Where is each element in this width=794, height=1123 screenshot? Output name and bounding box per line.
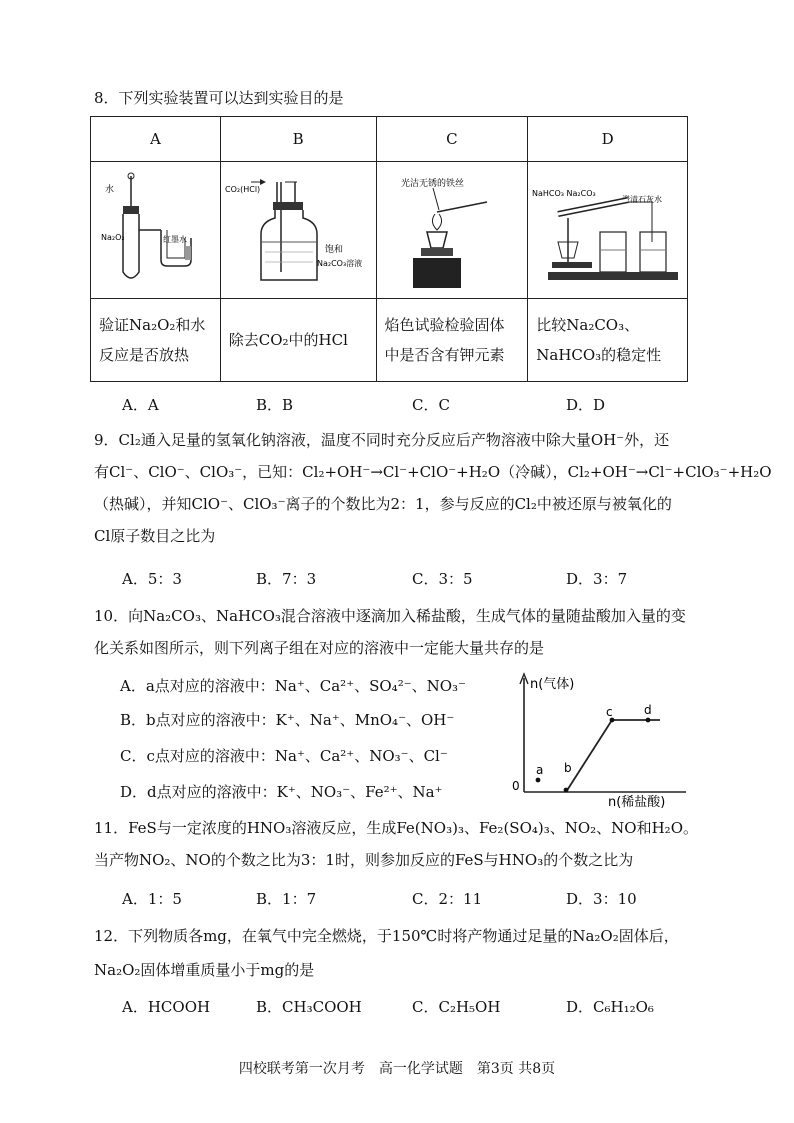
- q10-option-b: B．b点对应的溶液中：K⁺、Na⁺、MnO₄⁻、OH⁻: [120, 711, 455, 729]
- q8-experiment-table: [90, 116, 688, 382]
- svg-text:b: b: [564, 761, 572, 775]
- q9-option-a: A．5：3: [122, 570, 182, 588]
- q9-option-d: D．3：7: [566, 570, 628, 588]
- svg-text:Na₂CO₃溶液: Na₂CO₃溶液: [316, 259, 362, 268]
- svg-text:CO₂(HCl): CO₂(HCl): [224, 185, 260, 194]
- q8-option-a: A．A: [122, 396, 159, 414]
- apparatus-b: [220, 162, 376, 299]
- header-b: B: [220, 117, 376, 162]
- svg-text:NaHCO₃ Na₂CO₃: NaHCO₃ Na₂CO₃: [532, 189, 596, 198]
- apparatus-d: [528, 162, 688, 299]
- q12-line-2: Na₂O₂固体增重质量小于mg的是: [94, 961, 315, 979]
- q9-option-b: B．7：3: [256, 570, 317, 588]
- q8-option-c: C．C: [412, 396, 450, 414]
- q10-line-1: 10．向Na₂CO₃、NaHCO₃混合溶液中逐滴加入稀盐酸，生成气体的量随盐酸加入量的变: [94, 607, 686, 625]
- point-b: [564, 788, 569, 793]
- svg-text:光洁无锈的铁丝: 光洁无锈的铁丝: [400, 179, 464, 189]
- svg-text:c: c: [606, 705, 613, 719]
- q9-line-2: 有Cl⁻、ClO⁻、ClO₃⁻，已知：Cl₂+OH⁻→Cl⁻+ClO⁻+H₂O（冷碱），Cl₂+OH⁻→Cl⁻+ClO₃⁻+H₂O: [94, 463, 772, 481]
- q11-option-b: B．1：7: [256, 890, 317, 908]
- point-a: [536, 778, 541, 783]
- q11-option-a: A．1：5: [122, 890, 182, 908]
- q10-option-c: C．c点对应的溶液中：Na⁺、Ca²⁺、NO₃⁻、Cl⁻: [120, 747, 448, 765]
- test-tube-u-tube-diagram: [91, 162, 219, 294]
- q9-options: [122, 568, 722, 588]
- q10-option-a: A．a点对应的溶液中：Na⁺、Ca²⁺、SO₄²⁻、NO₃⁻: [120, 677, 466, 695]
- flame-test-diagram: [377, 162, 527, 294]
- page-footer: 四校联考第一次月考 高一化学试题 第3页 共8页: [238, 1061, 556, 1077]
- apparatus-a: [91, 162, 221, 299]
- q10-line-2: 化关系如图所示，则下列离子组在对应的溶液中一定能大量共存的是: [94, 639, 545, 657]
- graph-ylabel: n(气体): [530, 677, 575, 692]
- thermal-stability-diagram: [528, 162, 686, 294]
- svg-text:Na₂O₂: Na₂O₂: [101, 233, 125, 242]
- desc-b: 除去CO₂中的HCl: [220, 299, 376, 382]
- header-c: C: [376, 117, 528, 162]
- desc-d: 比较Na₂CO₃、 NaHCO₃的稳定性: [528, 299, 688, 382]
- svg-text:饱和: 饱和: [324, 245, 343, 255]
- q12-option-c: C．C₂H₅OH: [412, 998, 501, 1016]
- svg-text:d: d: [644, 703, 652, 717]
- header-a: A: [91, 117, 221, 162]
- q9-line-3: （热碱），并知ClO⁻、ClO₃⁻离子的个数比为2：1，参与反应的Cl₂中被还原与被氧化的: [94, 495, 672, 513]
- q12-option-a: A．HCOOH: [122, 998, 211, 1016]
- q12-option-b: B．CH₃COOH: [256, 998, 362, 1016]
- graph-origin: 0: [512, 779, 520, 793]
- svg-text:澄清石灰水: 澄清石灰水: [622, 195, 663, 204]
- q11-line-2: 当产物NO₂、NO的个数之比为3：1时，则参加反应的FeS与HNO₃的个数之比为: [94, 851, 634, 869]
- q9-line-1: 9．Cl₂通入足量的氢氧化钠溶液，温度不同时充分反应后产物溶液中除大量OH⁻外，还: [94, 431, 670, 449]
- q9-line-4: Cl原子数目之比为: [94, 527, 216, 545]
- q11-option-c: C．2：11: [412, 890, 483, 908]
- q11-options: [122, 888, 722, 908]
- q8-stem: 8．下列实验装置可以达到实验目的是: [94, 89, 344, 107]
- q9-option-c: C．3：5: [412, 570, 473, 588]
- header-d: D: [528, 117, 688, 162]
- q11-line-1: 11．FeS与一定浓度的HNO₃溶液反应，生成Fe(NO₃)₃、Fe₂(SO₄)₃、NO₂、NO和H₂O。: [94, 819, 698, 837]
- apparatus-c: [376, 162, 528, 299]
- q12-line-1: 12．下列物质各mg，在氧气中完全燃烧，于150℃时将产物通过足量的Na₂O₂固体后，: [94, 927, 679, 945]
- q8-option-d: D．D: [566, 396, 606, 414]
- q8-options: [122, 394, 722, 414]
- svg-text:a: a: [536, 763, 544, 777]
- graph-xlabel: n(稀盐酸): [608, 795, 666, 808]
- q11-option-d: D．3：10: [566, 890, 637, 908]
- point-d: [646, 718, 651, 723]
- svg-text:水: 水: [105, 185, 115, 195]
- q12-option-d: D．C₆H₁₂O₆: [566, 998, 654, 1016]
- q10-option-d: D．d点对应的溶液中：K⁺、NO₃⁻、Fe²⁺、Na⁺: [120, 783, 443, 801]
- gas-washing-bottle-diagram: [221, 162, 375, 294]
- gas-vs-acid-graph: [508, 668, 698, 808]
- desc-c: 焰色试验检验固体 中是否含有钾元素: [376, 299, 528, 382]
- desc-a: 验证Na₂O₂和水 反应是否放热: [91, 299, 221, 382]
- svg-text:红墨水: 红墨水: [163, 235, 187, 244]
- q8-option-b: B．B: [256, 396, 294, 414]
- q12-options: [122, 996, 722, 1016]
